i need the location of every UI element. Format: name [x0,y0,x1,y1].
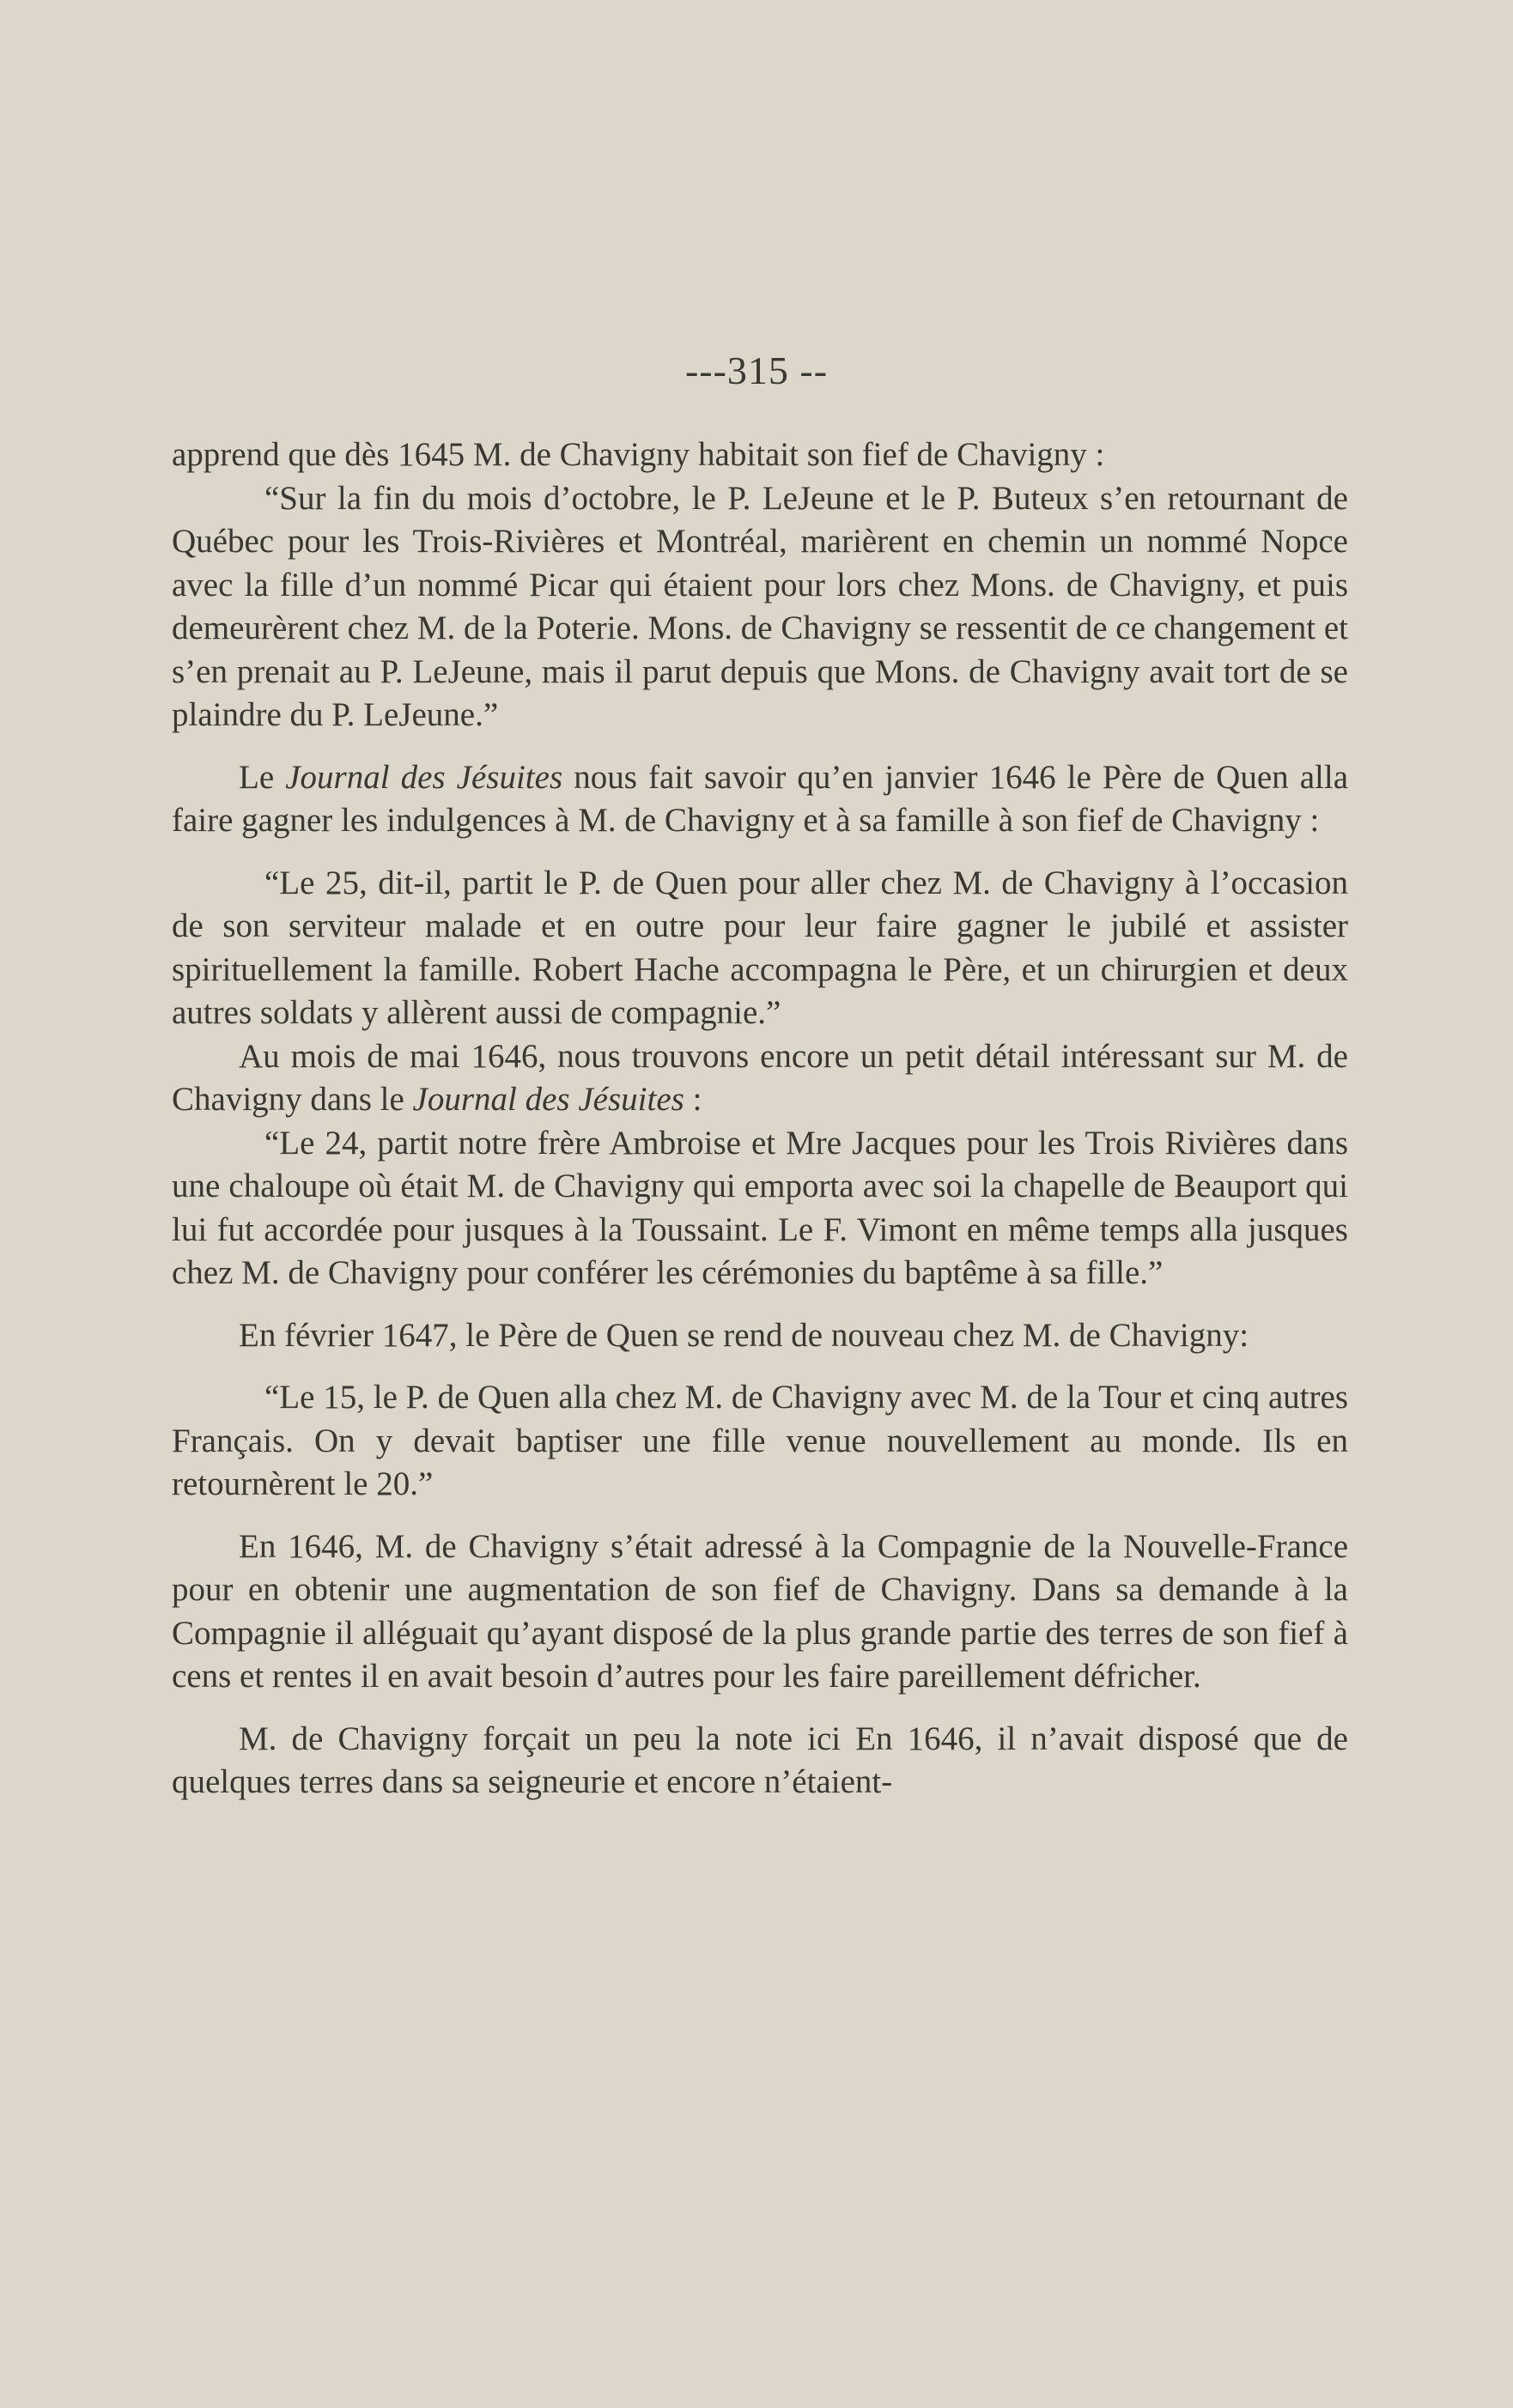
journal-title: Journal des Jésuites [412,1081,684,1118]
quote-jesuites-2: “Le 25, dit-il, partit le P. de Quen pour aller chez M. de Chavigny à l’occasion de son serviteur malade et en outre pour leur faire gagner le jubilé et assister spirituellement la famille. Robert Hache accompagna le Père, et un chirurgien et deux autres soldats y allèrent aussi de compagnie.” [172,864,1348,1031]
quote-jesuites-3: “Le 24, partit notre frère Ambroise et Mre Jacques pour les Trois Rivières dans une chaloupe où était M. de Chavigny qui emporta avec soi la chapelle de Beauport qui lui fut accordée pour jusques à la Toussaint. Le F. Vimont en même temps alla jusques chez M. de Chavigny pour conférer les cérémonies du baptême à sa fille.” [172,1124,1348,1291]
paragraph-journal-intro: Le Journal des Jésuites nous fait savoir qu’en janvier 1646 le Père de Quen alla faire gagner les indulgences à M. de Chavigny et à sa famille à son fief de Chavigny : [172,758,1349,839]
quote-jesuites-4: “Le 15, le P. de Quen alla chez M. de Chavigny avec M. de la Tour et cinq autres Français. On y devait baptiser une fille venue nouvellement au monde. Ils en retournèrent le 20.” [172,1379,1348,1502]
paragraph-continuation: apprend que dès 1645 M. de Chavigny habitait son fief de Chavigny : [172,436,1105,473]
paragraph-augmentation-fief: En 1646, M. de Chavigny s’était adressé à la Compagnie de la Nouvelle-France pour en obtenir une augmentation de son fief de Chavigny. Dans sa demande à la Compagnie il alléguait qu’ayant disposé de la plus grande partie des terres de son fief à cens et rentes il en avait besoin d’autres pour les faire pareillement défricher. [172,1527,1348,1695]
quote-jesuites-1: “Sur la fin du mois d’octobre, le P. LeJeune et le P. Buteux s’en retournant de Québec pour les Trois-Rivières et Montréal, marièrent en chemin un nommé Nopce avec la fille d’un nommé Picar qui étaient pour lors chez Mons. de Chavigny, et puis demeurèrent chez M. de la Poterie. Mons. de Chavigny se ressentit de ce changement et s’en prenait au P. LeJeune, mais il parut depuis que Mons. de Chavigny avait tort de se plaindre du P. LeJeune.” [172,479,1348,733]
body-text [172,434,1348,1804]
page-number: ---315 -- [684,349,829,392]
paragraph-fevrier-1647: En février 1647, le Père de Quen se rend de nouveau chez M. de Chavigny: [239,1316,1249,1354]
paragraph-mai-1646: Au mois de mai 1646, nous trouvons encore un petit détail intéressant sur M. de Chavigny dans le Journal des Jésuites : [172,1037,1348,1118]
paragraph-note: M. de Chavigny forçait un peu la note ici En 1646, il n’avait disposé que de quelques terres dans sa seigneurie et encore n’étaient- [172,1720,1348,1800]
journal-title: Journal des Jésuites [285,758,563,796]
